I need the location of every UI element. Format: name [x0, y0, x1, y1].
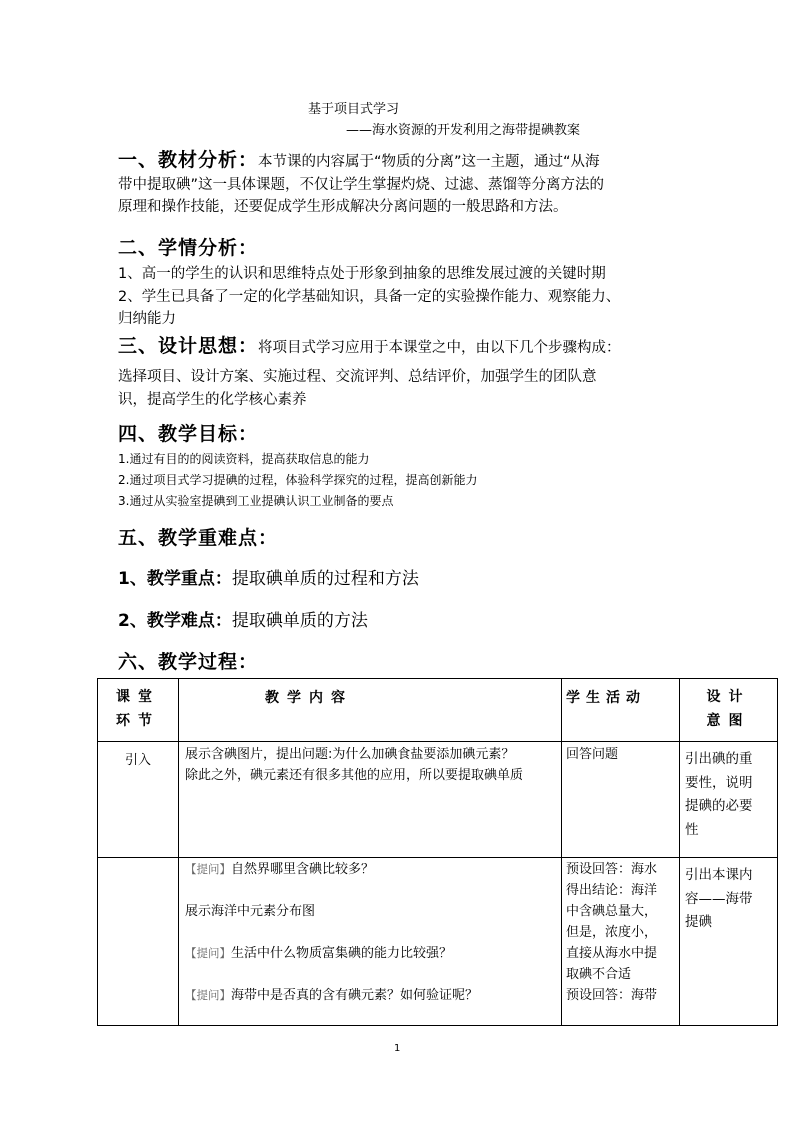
row2-activity-line: 取碘不合适 — [566, 967, 632, 982]
row2-show-line: 展示海洋中元素分布图 — [185, 904, 316, 919]
section-1-text-line-2: 带中提取碘”这一具体课题，不仅让学生掌握灼烧、过滤、蒸馏等分离方法的 — [118, 176, 605, 193]
section-3-line-2: 识，提高学生的化学核心素养 — [118, 391, 307, 408]
difficult-point — [118, 606, 368, 631]
section-1-heading: 一、教材分析： — [118, 149, 259, 171]
difficult-point-text: 提取碘单质的方法 — [231, 611, 368, 631]
section-2-line-3: 归纳能力 — [118, 311, 176, 327]
row2-activity-line: 直接从海水中提 — [566, 946, 658, 961]
row2-question-3: 【提问】海带中是否真的含有碘元素？如何验证呢？ — [185, 988, 479, 1003]
row2-activity — [562, 858, 680, 1026]
row1-intent — [680, 742, 778, 858]
row2-activity-line: 得出结论：海洋 — [566, 883, 658, 898]
section-3-inline-text: 将项目式学习应用于本课堂之中，由以下几个步骤构成： — [258, 340, 621, 356]
header-stage-line-1: 课堂 — [116, 689, 160, 705]
section-1-text-line-3: 原理和操作技能，还要促成学生形成解决分离问题的一般思路和方法。 — [118, 199, 568, 215]
row1-content-line-2: 除此之外，碘元素还有很多其他的应用，所以要提取碘单质 — [185, 768, 524, 783]
section-2-line-2: 2、学生已具备了一定的化学基础知识，具备一定的实验操作能力、观察能力、 — [118, 288, 621, 305]
row1-intent-line: 性 — [685, 821, 699, 838]
row2-intent — [680, 858, 778, 1026]
section-4-list — [118, 449, 678, 512]
title-line-1: 基于项目式学习 — [308, 102, 400, 117]
section-5-heading: 五、教学重难点： — [118, 527, 279, 549]
header-content — [179, 679, 562, 742]
key-point-label: 1、教学重点： — [118, 569, 232, 589]
section-4-heading: 四、教学目标： — [118, 423, 259, 445]
difficult-point-label: 2、教学难点： — [118, 611, 232, 631]
row1-intent-line: 要性，说明 — [685, 774, 753, 791]
section-6-heading: 六、教学过程： — [118, 651, 259, 673]
table-row — [98, 742, 778, 858]
row1-stage: 引入 — [98, 742, 179, 858]
row2-question-1: 【提问】自然界哪里含碘比较多？ — [185, 862, 375, 877]
section-2-heading: 二、学情分析： — [118, 237, 259, 259]
header-content-label: 教学内容 — [265, 690, 353, 706]
row2-activity-line: 中含碘总量大， — [566, 904, 658, 919]
header-activity — [562, 679, 680, 742]
row2-intent-line: 引出本课内 — [685, 867, 753, 883]
table-header-row — [98, 679, 778, 742]
row2-activity-line: 预设回答：海带 — [566, 988, 658, 1003]
section-3 — [118, 335, 698, 360]
row1-intent-line: 引出碘的重 — [685, 751, 753, 767]
key-point — [118, 564, 419, 589]
header-intent — [680, 679, 778, 742]
section-1-text-line-1: 本节课的内容属于“物质的分离”这一主题，通过“从海 — [258, 154, 600, 170]
objective-item: 3.通过从实验室提碘到工业提碘认识工业制备的要点 — [118, 494, 394, 508]
section-3-heading: 三、设计思想： — [118, 335, 259, 357]
row1-content-line-1: 展示含碘图片，提出问题:为什么加碘食盐要添加碘元素？ — [185, 747, 515, 762]
row2-activity-line: 但是，浓度小， — [566, 925, 658, 940]
header-stage-line-2: 环节 — [116, 713, 160, 729]
title-line-2: ——海水资源的开发利用之海带提碘教案 — [346, 123, 581, 138]
section-1 — [118, 149, 678, 219]
row1-activity: 回答问题 — [562, 742, 680, 858]
row2-intent-line: 容——海带 — [685, 890, 753, 907]
header-stage — [98, 679, 179, 742]
header-intent-line-2: 意图 — [706, 713, 751, 729]
row2-activity-line: 预设回答：海水 — [566, 862, 658, 877]
ask-tag: 【提问】 — [185, 988, 231, 1002]
teaching-process-table — [97, 678, 778, 1026]
header-intent-line-1: 设计 — [706, 689, 751, 705]
ask-tag: 【提问】 — [185, 946, 231, 960]
row1-content — [179, 742, 562, 858]
row2-question-2: 【提问】生活中什么物质富集碘的能力比较强？ — [185, 946, 453, 961]
row2-intent-line: 提碘 — [685, 914, 712, 930]
section-3-line-1: 选择项目、设计方案、实施过程、交流评判、总结评价，加强学生的团队意 — [118, 369, 597, 385]
objective-item: 1.通过有目的的阅读资料，提高获取信息的能力 — [118, 452, 370, 466]
row1-intent-line: 提碘的必要 — [685, 798, 753, 814]
table-row — [98, 858, 778, 1026]
ask-tag: 【提问】 — [185, 862, 231, 876]
objective-item: 2.通过项目式学习提碘的过程，体验科学探究的过程，提高创新能力 — [118, 473, 478, 487]
header-activity-label: 学生活动 — [566, 690, 646, 706]
page-number: 1 — [394, 1043, 401, 1054]
section-3-body — [118, 366, 698, 411]
section-2-line-1: 1、高一的学生的认识和思维特点处于形象到抽象的思维发展过渡的关键时期 — [118, 266, 606, 282]
row2-content — [179, 858, 562, 1026]
row2-stage — [98, 858, 179, 1026]
section-2-body — [118, 263, 698, 331]
key-point-text: 提取碘单质的过程和方法 — [231, 569, 419, 589]
